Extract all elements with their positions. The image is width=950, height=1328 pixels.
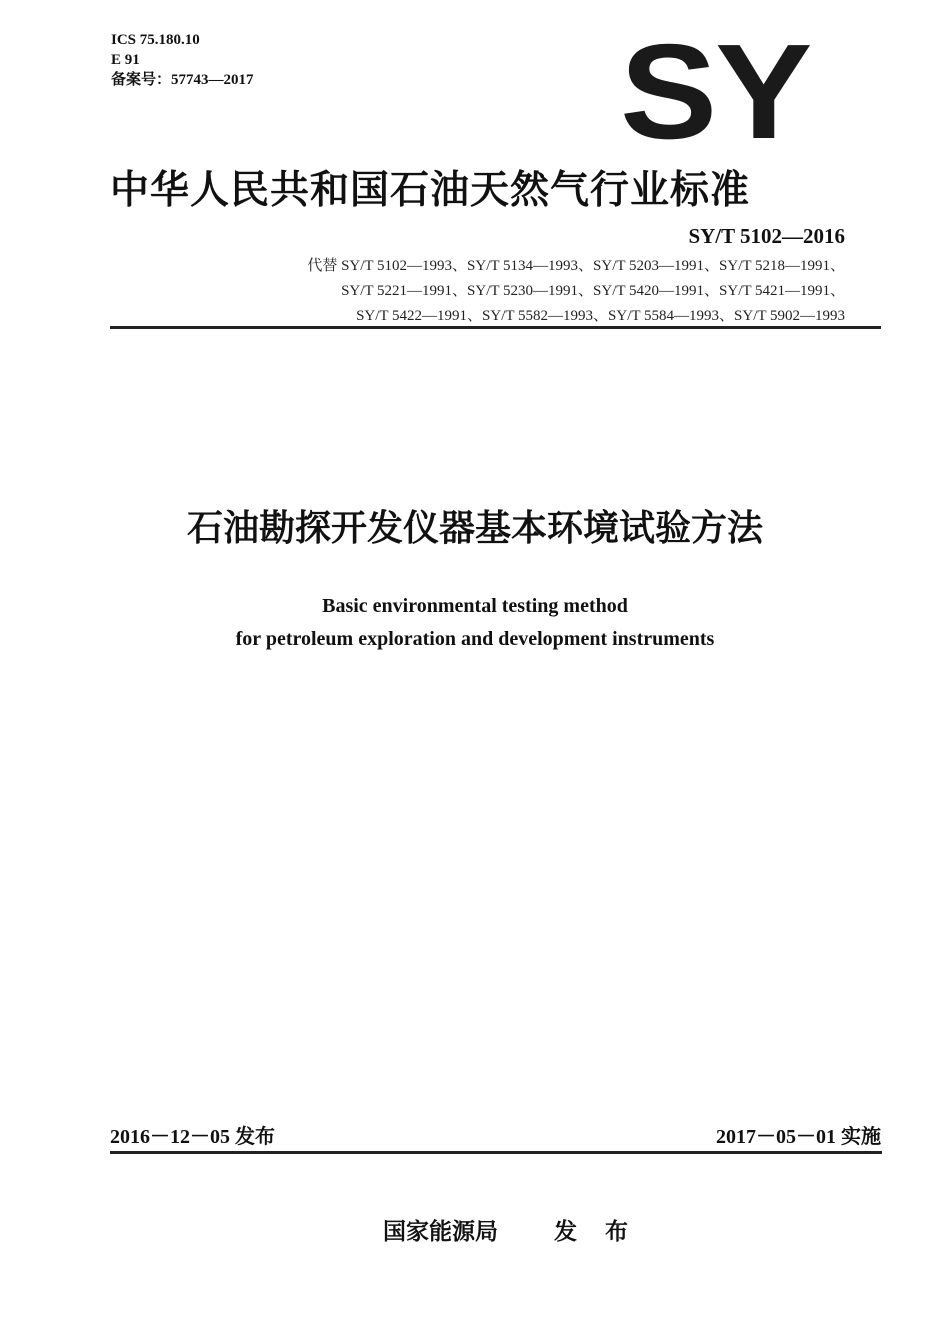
top-divider [110, 326, 881, 329]
english-title-line: for petroleum exploration and development instruments [235, 628, 715, 650]
replaced-standards-line: SY/T 5221—1991、SY/T 5230—1991、SY/T 5420—1991、SY/T 5421—1991、 [341, 283, 845, 299]
category-code: E 91 [111, 52, 140, 68]
replaced-standards-line: SY/T 5422—1991、SY/T 5582—1993、SY/T 5584—1993、SY/T 5902—1993 [356, 308, 845, 324]
replaced-standards [145, 254, 845, 329]
sy-logo: SY [620, 16, 811, 167]
effective-date: 2017－05－01 实施 [716, 1126, 881, 1148]
ics-code: ICS 75.180.10 [111, 32, 200, 48]
chinese-title: 石油勘探开发仪器基本环境试验方法 [186, 508, 763, 549]
issue-date: 2016－12－05 发布 [110, 1126, 275, 1148]
publish-label: 发 布 [554, 1219, 639, 1245]
record-number: 备案号：57743—2017 [111, 72, 254, 88]
bottom-divider [110, 1151, 882, 1154]
standard-code: SY/T 5102—2016 [688, 224, 845, 248]
replaced-standards-line: 代替 SY/T 5102—1993、SY/T 5134—1993、SY/T 5203—1991、SY/T 5218—1991、 [307, 258, 845, 274]
english-title-line: Basic environmental testing method [322, 595, 628, 617]
document-metadata [111, 30, 254, 90]
english-title [0, 590, 950, 656]
publisher-name: 国家能源局 [383, 1219, 498, 1245]
standard-category-title: 中华人民共和国石油天然气行业标准 [110, 168, 751, 213]
